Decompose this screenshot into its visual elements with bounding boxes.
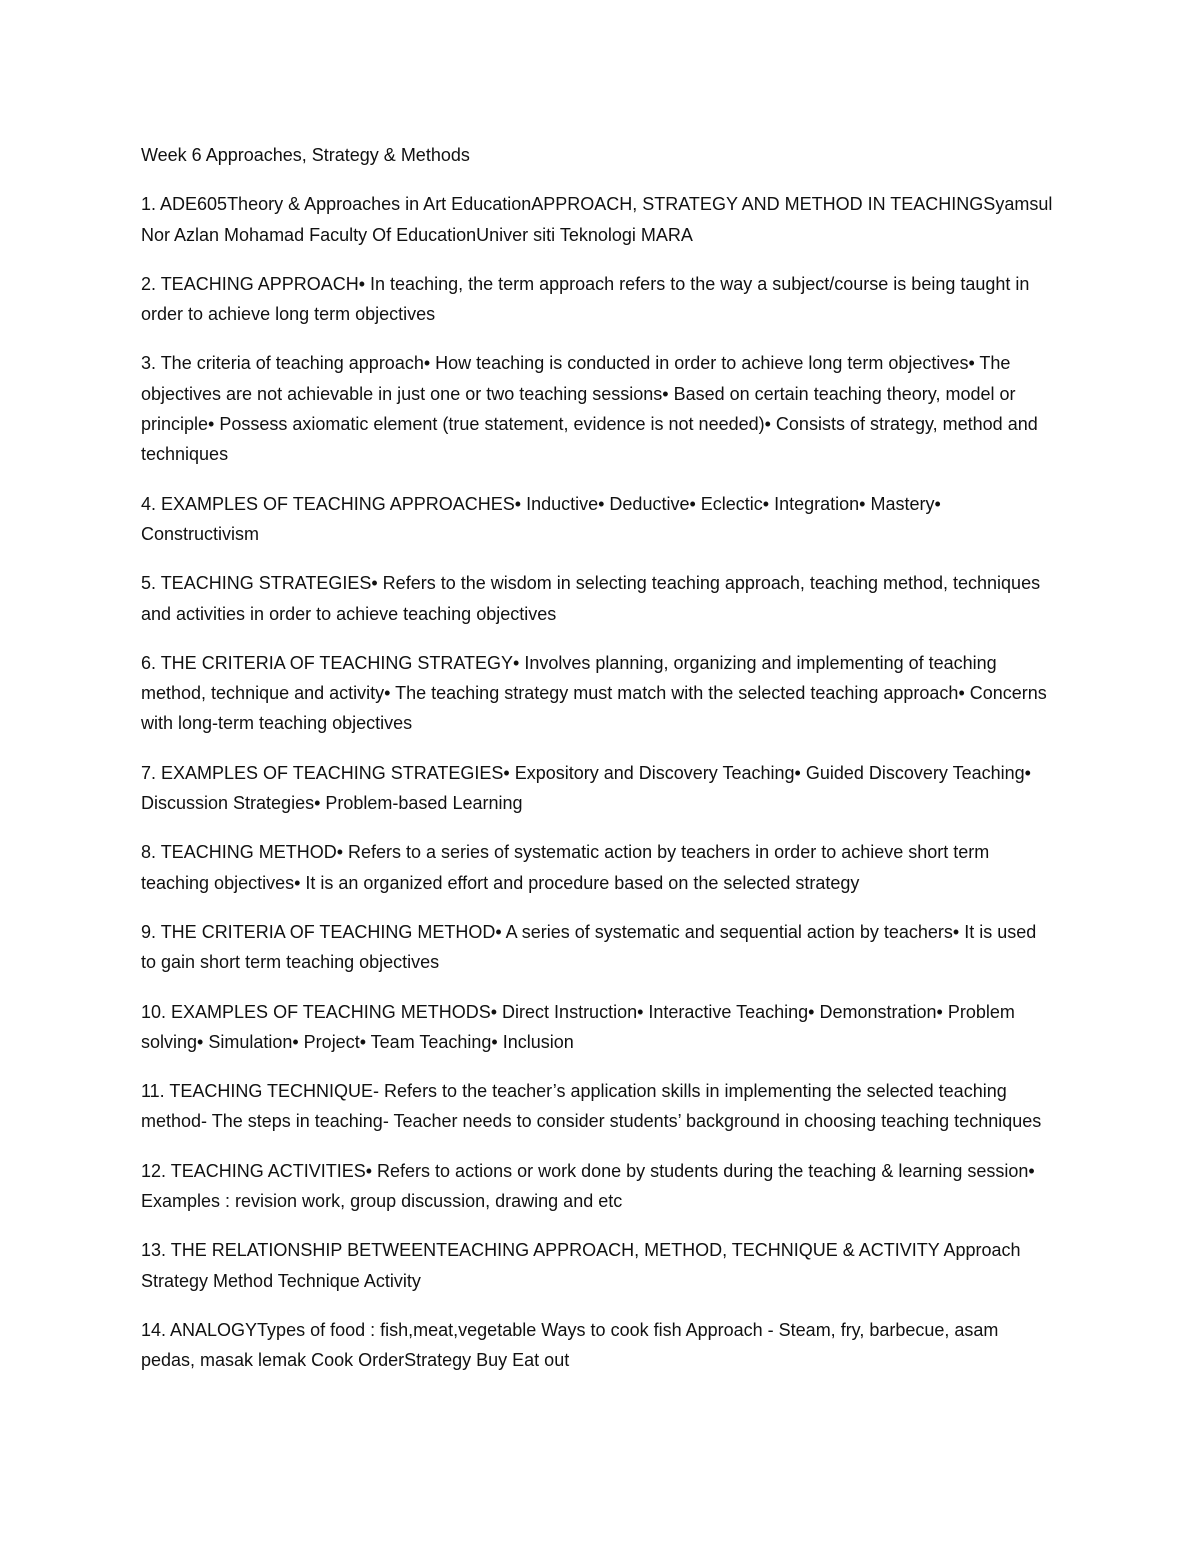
paragraph-10: 10. EXAMPLES OF TEACHING METHODS• Direct Instruction• Interactive Teaching• Demonstration• Problem solving• Simulation• Project• Team Teaching• Inclusion: [141, 1001, 1015, 1052]
paragraph-12: 12. TEACHING ACTIVITIES• Refers to actions or work done by students during the teaching & learning session• Examples : revision work, group discussion, drawing and etc: [141, 1160, 1035, 1212]
paragraph-11: 11. TEACHING TECHNIQUE- Refers to the teacher’s application skills in implementing the selected teaching method- The steps in teaching- Teacher needs to consider students’ background in choosing teaching techniques: [141, 1081, 1042, 1132]
document-page: [141, 140, 1056, 1395]
paragraph-6: 6. THE CRITERIA OF TEACHING STRATEGY• Involves planning, organizing and implementing of teaching method, technique and activity• The teaching strategy must match with the selected teaching approach• Concerns with long-term teaching objectives: [141, 652, 1047, 734]
document-title: Week 6 Approaches, Strategy & Methods: [141, 145, 470, 165]
paragraph-9: 9. THE CRITERIA OF TEACHING METHOD• A series of systematic and sequential action by teachers• It is used to gain short term teaching objectives: [141, 921, 1037, 973]
paragraph-4: 4. EXAMPLES OF TEACHING APPROACHES• Inductive• Deductive• Eclectic• Integration• Mastery• Constructivism: [141, 493, 941, 544]
paragraph-5: 5. TEACHING STRATEGIES• Refers to the wisdom in selecting teaching approach, teaching method, techniques and activities in order to achieve teaching objectives: [141, 573, 1041, 624]
paragraph-8: 8. TEACHING METHOD• Refers to a series of systematic action by teachers in order to achieve short term teaching objectives• It is an organized effort and procedure based on the selected strategy: [141, 842, 990, 893]
paragraph-1: 1. ADE605Theory & Approaches in Art EducationAPPROACH, STRATEGY AND METHOD IN TEACHINGSyamsul Nor Azlan Mohamad Faculty Of EducationUniver siti Teknologi MARA: [141, 194, 1053, 245]
paragraph-14: 14. ANALOGYTypes of food : fish,meat,vegetable Ways to cook fish Approach - Steam, fry, barbecue, asam pedas, masak lemak Cook OrderStrategy Buy Eat out: [141, 1319, 999, 1371]
paragraph-7: 7. EXAMPLES OF TEACHING STRATEGIES• Expository and Discovery Teaching• Guided Discovery Teaching• Discussion Strategies• Problem-based Learning: [141, 762, 1031, 814]
paragraph-3: 3. The criteria of teaching approach• How teaching is conducted in order to achieve long term objectives• The objectives are not achievable in just one or two teaching sessions• Based on certain teaching theory, model or principle• Possess axiomatic element (true statement, evidence is not needed)• Consists of strategy, method and techniques: [141, 353, 1038, 465]
paragraph-2: 2. TEACHING APPROACH• In teaching, the term approach refers to the way a subject/course is being taught in order to achieve long term objectives: [141, 273, 1030, 325]
paragraph-13: 13. THE RELATIONSHIP BETWEENTEACHING APPROACH, METHOD, TECHNIQUE & ACTIVITY Approach Strategy Method Technique Activity: [141, 1240, 1021, 1291]
